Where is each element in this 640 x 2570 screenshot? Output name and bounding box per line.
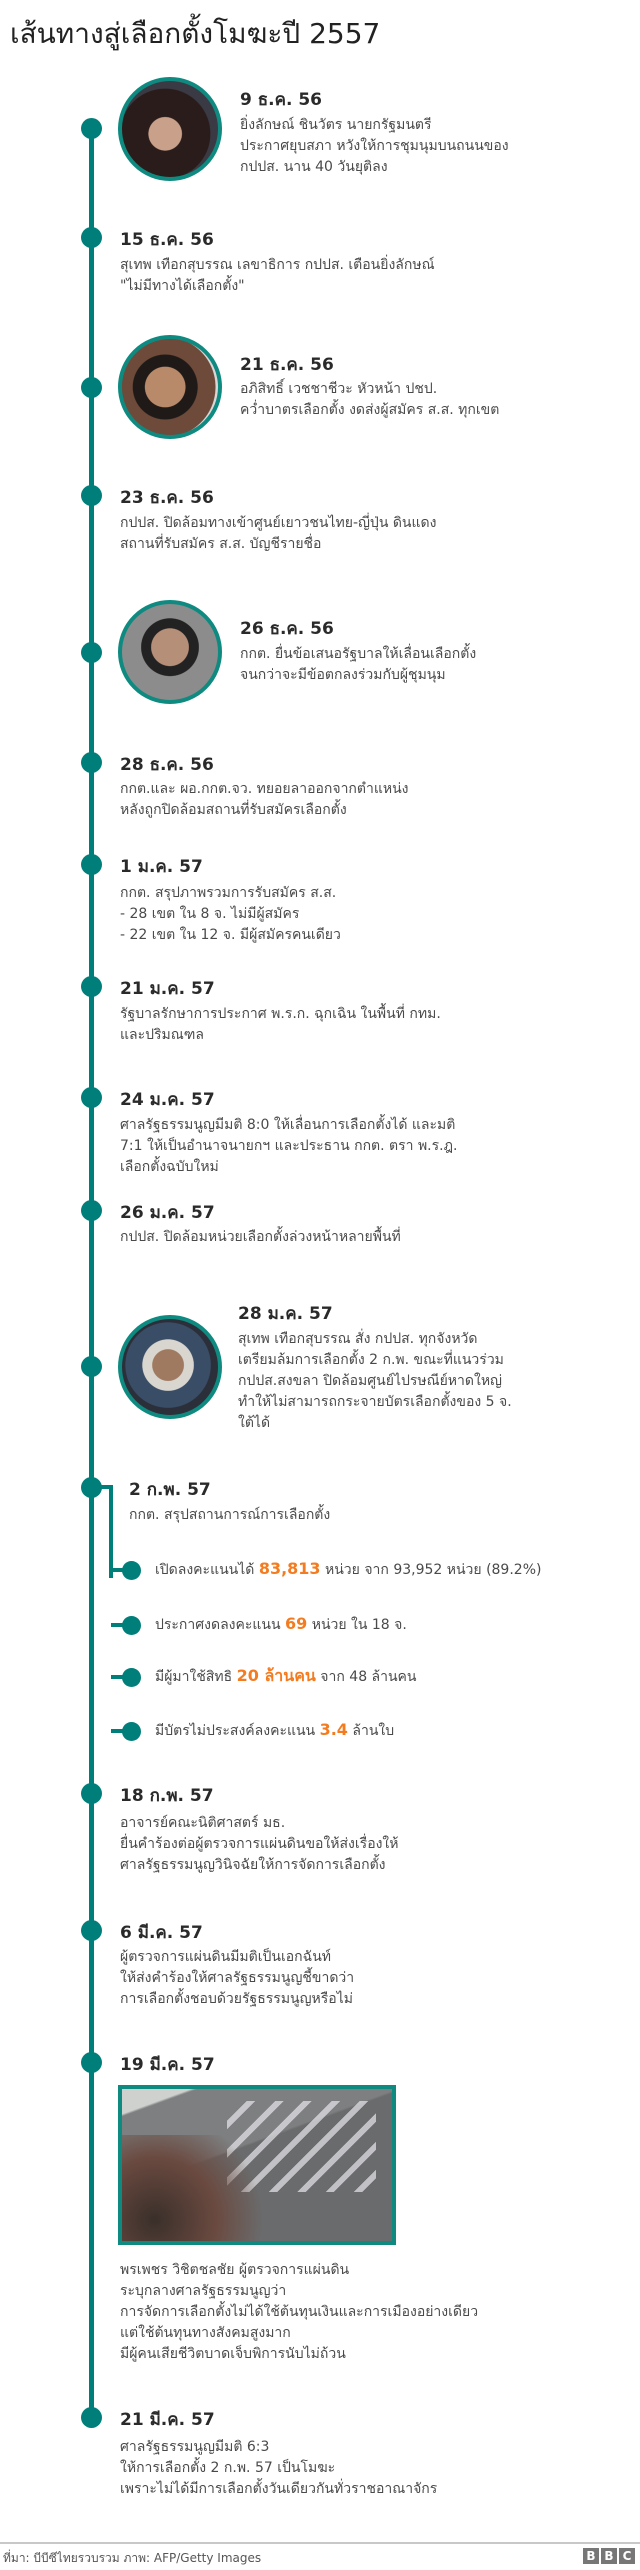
timeline-line [89, 128, 94, 2418]
timeline-dot [81, 976, 102, 997]
logo-letter: B [601, 2548, 617, 2564]
timeline-dot [81, 854, 102, 875]
entry-text: กกต. ยื่นข้อเสนอรัฐบาลให้เลื่อนเลือกตั้ง จนกว่าจะมีข้อตกลงร่วมกับผู้ชุมนุม [240, 646, 477, 683]
timeline-dot [81, 1783, 102, 1804]
entry-date: 23 ธ.ค. 56 [120, 488, 214, 508]
stat-highlight: 83,813 [258, 1559, 321, 1578]
entry-date: 1 ม.ค. 57 [120, 857, 203, 877]
sub-dot [122, 1668, 141, 1687]
stat-text: หน่วย จาก 93,952 หน่วย (89.2%) [320, 1562, 542, 1578]
stat-text: ประกาศงดลงคะแนน [155, 1617, 285, 1633]
timeline-dot [81, 227, 102, 248]
entry-text: สุเทพ เทือกสุบรรณ เลขาธิการ กปปส. เตือนยิ่งลักษณ์ "ไม่มีทางได้เลือกตั้ง" [120, 257, 435, 294]
entry-text: กปปส. ปิดล้อมทางเข้าศูนย์เยาวชนไทย-ญี่ปุ่น ดินแดง สถานที่รับสมัคร ส.ส. บัญชีรายชื่อ [120, 515, 437, 552]
entry-date: 15 ธ.ค. 56 [120, 230, 214, 250]
abhisit-photo [118, 335, 222, 439]
timeline-dot [81, 1920, 102, 1941]
entry-text: กกต. สรุปสถานการณ์การเลือกตั้ง [129, 1507, 331, 1523]
polling-station-photo [118, 2085, 396, 2245]
entry-date: 21 มี.ค. 57 [120, 2410, 215, 2430]
entry-date: 28 ธ.ค. 56 [120, 755, 214, 775]
entry-date: 24 ม.ค. 57 [120, 1090, 215, 1110]
entry-text: รัฐบาลรักษาการประกาศ พ.ร.ก. ฉุกเฉิน ในพื้นที่ กทม. และปริมณฑล [120, 1006, 441, 1043]
entry-text: พรเพชร วิชิตชลชัย ผู้ตรวจการแผ่นดิน ระบุกลางศาลรัฐธรรมนูญว่า การจัดการเลือกตั้งไม่ได้ใช้ต้นทุนเงินและการเมืองอย่างเดียว แต่ใช้ต้นทุนทางสังคมสูงมาก มีผู้คนเสียชีวิตบาดเจ็บพิการนับไม่ถ้วน [120, 2262, 479, 2362]
bbc-logo [583, 2548, 635, 2564]
stat-text: มีผู้มาใช้สิทธิ [155, 1669, 237, 1685]
entry-date: 26 ม.ค. 57 [120, 1203, 215, 1223]
entry-date: 28 ม.ค. 57 [238, 1304, 333, 1324]
entry-date: 21 ม.ค. 57 [120, 979, 215, 999]
stat-text: มีบัตรไม่ประสงค์ลงคะแนน [155, 1723, 320, 1739]
entry-text: ศาลรัฐธรรมนูญมีมติ 8:0 ให้เลื่อนการเลือกตั้งได้ และมติ 7:1 ให้เป็นอำนาจนายกฯ และประธาน กกต. ตรา พ.ร.ฎ. เลือกตั้งฉบับใหม่ [120, 1117, 458, 1175]
sub-dot [122, 1722, 141, 1741]
stat-text: ล้านใบ [347, 1723, 395, 1739]
timeline-dot [81, 377, 102, 398]
timeline-dot [81, 1087, 102, 1108]
logo-letter: C [619, 2548, 635, 2564]
stat-item [155, 1613, 595, 1636]
stat-text: จาก 48 ล้านคน [315, 1669, 417, 1685]
sub-dot [122, 1616, 141, 1635]
timeline-dot [81, 1356, 102, 1377]
entry-text: ศาลรัฐธรรมนูญมีมติ 6:3 ให้การเลือกตั้ง 2 ก.พ. 57 เป็นโมฆะ เพราะไม่ได้มีการเลือกตั้งวันเดียวกันทั่วราชอาณาจักร [120, 2439, 438, 2497]
stat-highlight: 3.4 [319, 1720, 348, 1739]
footer-source: ที่มา: บีบีซีไทยรวบรวม ภาพ: AFP/Getty Images [3, 2551, 262, 2565]
sub-dot [122, 1561, 141, 1580]
entry-date: 2 ก.พ. 57 [129, 1480, 211, 1500]
stat-item [155, 1665, 595, 1688]
stat-text: เปิดลงคะแนนได้ [155, 1562, 259, 1578]
timeline-dot [81, 2052, 102, 2073]
entry-text: ผู้ตรวจการแผ่นดินมีมติเป็นเอกฉันท์ ให้ส่งคำร้องให้ศาลรัฐธรรมนูญชี้ขาดว่า การเลือกตั้งชอบด้วยรัฐธรรมนูญหรือไม่ [120, 1949, 355, 2007]
entry-date: 26 ธ.ค. 56 [240, 619, 334, 639]
timeline-dot [81, 485, 102, 506]
page-title: เส้นทางสู่เลือกตั้งโมฆะปี 2557 [10, 17, 381, 50]
entry-date: 18 ก.พ. 57 [120, 1786, 214, 1806]
entry-text: ยิ่งลักษณ์ ชินวัตร นายกรัฐมนตรี ประกาศยุบสภา หวังให้การชุมนุมบนถนนของ กปปส. นาน 40 วันยุติลง [240, 117, 509, 175]
timeline-dot [81, 2407, 102, 2428]
timeline-dot [81, 752, 102, 773]
entry-text: กกต.และ ผอ.กกต.จว. ทยอยลาออกจากตำแหน่ง หลังถูกปิดล้อมสถานที่รับสมัครเลือกตั้ง [120, 781, 409, 818]
stat-highlight: 69 [285, 1614, 308, 1633]
entry-text: กปปส. ปิดล้อมหน่วยเลือกตั้งล่วงหน้าหลายพื้นที่ [120, 1229, 401, 1245]
entry-date: 19 มี.ค. 57 [120, 2055, 215, 2075]
footer-divider [0, 2542, 640, 2544]
entry-date: 6 มี.ค. 57 [120, 1923, 203, 1943]
suthep-photo [118, 1315, 222, 1419]
stat-text: หน่วย ใน 18 จ. [307, 1617, 407, 1633]
ec-official-photo [118, 600, 222, 704]
timeline-dot [81, 642, 102, 663]
timeline-dot [81, 1200, 102, 1221]
sub-timeline-line [109, 1487, 113, 1578]
entry-text: กกต. สรุปภาพรวมการรับสมัคร ส.ส. - 28 เขต ใน 8 จ. ไม่มีผู้สมัคร - 22 เขต ใน 12 จ. มีผู้สมัครคนเดียว [120, 885, 341, 943]
stat-item [155, 1719, 595, 1742]
entry-text: สุเทพ เทือกสุบรรณ สั่ง กปปส. ทุกจังหวัด เตรียมล้มการเลือกตั้ง 2 ก.พ. ขณะที่แนวร่วม กปปส.สงขลา ปิดล้อมศูนย์ไปรษณีย์หาดใหญ่ ทำให้ไม่สามารถกระจายบัตรเลือกตั้งของ 5 จ. ใต้ได้ [238, 1331, 512, 1431]
stat-highlight: 20 ล้านคน [236, 1666, 316, 1685]
entry-text: อาจารย์คณะนิติศาสตร์ มธ. ยื่นคำร้องต่อผู้ตรวจการแผ่นดินขอให้ส่งเรื่องให้ ศาลรัฐธรรมนูญวินิจฉัยให้การจัดการเลือกตั้ง [120, 1815, 399, 1873]
entry-date: 21 ธ.ค. 56 [240, 355, 334, 375]
stat-item [155, 1558, 595, 1581]
entry-date: 9 ธ.ค. 56 [240, 90, 322, 110]
logo-letter: B [583, 2548, 599, 2564]
yingluck-photo [118, 77, 222, 181]
entry-text: อภิสิทธิ์ เวชชาชีวะ หัวหน้า ปชป. คว่ำบาตรเลือกตั้ง งดส่งผู้สมัคร ส.ส. ทุกเขต [240, 381, 500, 418]
timeline-dot [81, 118, 102, 139]
